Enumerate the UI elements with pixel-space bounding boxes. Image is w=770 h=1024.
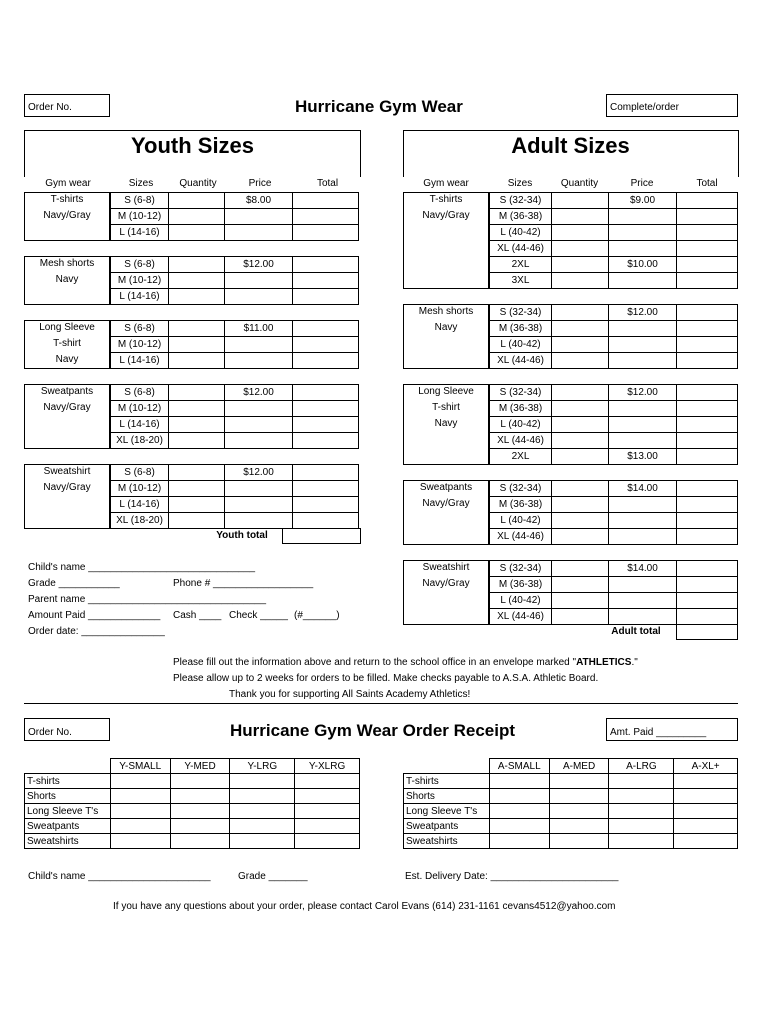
youth-size-cell: XL (18-20) (110, 512, 169, 529)
receipt-item: Long Sleeve T's (404, 804, 490, 819)
adult-total-cell[interactable] (676, 448, 738, 465)
youth-price-cell (224, 400, 293, 417)
adult-total-cell[interactable] (676, 320, 738, 337)
receipt-item: Shorts (404, 789, 490, 804)
complete-order-label: Complete/order (610, 102, 679, 113)
youth-item-name: Mesh shorts (39, 258, 95, 269)
phone-field[interactable]: Phone # __________________ (173, 578, 314, 589)
youth-price-cell (224, 416, 293, 433)
youth-item-name: Sweatpants (40, 386, 94, 397)
adult-price-cell (608, 320, 677, 337)
adult-size-cell: 2XL (489, 448, 552, 465)
adult-price-cell: $9.00 (608, 192, 677, 209)
youth-item-name: Navy (55, 354, 79, 365)
adult-total-cell[interactable] (676, 304, 738, 321)
adult-quantity-cell[interactable] (551, 608, 609, 625)
table-row (25, 774, 360, 789)
receipt-item: Long Sleeve T's (25, 804, 111, 819)
adult-size-cell: L (40-42) (489, 592, 552, 609)
youth-quantity-cell[interactable] (168, 496, 225, 513)
adult-total-cell[interactable] (676, 576, 738, 593)
adult-item-name: T-shirts (429, 194, 463, 205)
adult-size-cell: 3XL (489, 272, 552, 289)
youth-size-cell: M (10-12) (110, 336, 169, 353)
adult-quantity-cell[interactable] (551, 592, 609, 609)
youth-size-cell: S (6-8) (110, 256, 169, 273)
receipt-item: Sweatshirts (25, 834, 111, 849)
adult-item-name: Long Sleeve (418, 386, 474, 397)
adult-total-cell[interactable] (676, 512, 738, 529)
adult-quantity-cell[interactable] (551, 320, 609, 337)
youth-item-name: T-shirts (50, 194, 84, 205)
adult-quantity-cell[interactable] (551, 352, 609, 369)
youth-item-name: Navy/Gray (43, 210, 91, 221)
child-name-field[interactable]: Child's name ______________________________ (28, 562, 256, 573)
youth-quantity-cell[interactable] (168, 208, 225, 225)
youth-size-cell: L (14-16) (110, 288, 169, 305)
adult-total-cell[interactable] (676, 592, 738, 609)
youth-col-price: Price (248, 178, 272, 189)
adult-total-cell[interactable] (676, 480, 738, 497)
receipt-youth-col: Y-SMALL (110, 759, 170, 774)
youth-item-name: Sweatshirt (43, 466, 91, 477)
receipt-item: Shorts (25, 789, 111, 804)
youth-quantity-cell[interactable] (168, 480, 225, 497)
adult-price-cell: $10.00 (608, 256, 677, 273)
youth-price-cell (224, 272, 293, 289)
adult-price-cell (608, 272, 677, 289)
adult-total-cell[interactable] (676, 272, 738, 289)
check-field[interactable]: Check _____ (229, 610, 288, 621)
youth-price-cell (224, 512, 293, 529)
youth-size-cell: S (6-8) (110, 320, 169, 337)
youth-quantity-cell[interactable] (168, 400, 225, 417)
adult-quantity-cell[interactable] (551, 480, 609, 497)
adult-size-cell: M (36-38) (489, 208, 552, 225)
adult-quantity-cell[interactable] (551, 528, 609, 545)
adult-size-cell: 2XL (489, 256, 552, 273)
adult-price-cell (608, 352, 677, 369)
adult-total-cell[interactable] (676, 208, 738, 225)
youth-price-cell: $12.00 (224, 464, 293, 481)
youth-size-cell: M (10-12) (110, 272, 169, 289)
adult-quantity-cell[interactable] (551, 240, 609, 257)
adult-price-cell (608, 240, 677, 257)
adult-size-cell: XL (44-46) (489, 352, 552, 369)
youth-price-cell (224, 208, 293, 225)
footer-contact: If you have any questions about your order, please contact Carol Evans (614) 231-1161 cevans4512@yahoo.com (113, 901, 616, 912)
order-no-label: Order No. (28, 102, 72, 113)
youth-price-cell (224, 352, 293, 369)
adult-quantity-cell[interactable] (551, 432, 609, 449)
youth-total-cell[interactable] (292, 208, 359, 225)
table-row (25, 789, 360, 804)
adult-quantity-cell[interactable] (551, 416, 609, 433)
adult-size-cell: XL (44-46) (489, 528, 552, 545)
amt-paid-label: Amt. Paid _________ (610, 727, 707, 738)
youth-item-name: Navy/Gray (43, 482, 91, 493)
note-thanks: Thank you for supporting All Saints Academy Athletics! (229, 689, 471, 700)
adult-total-cell[interactable] (676, 560, 738, 577)
receipt-item: Sweatpants (25, 819, 111, 834)
adult-size-cell: XL (44-46) (489, 608, 552, 625)
youth-total-cell[interactable] (292, 512, 359, 529)
youth-total-cell[interactable] (292, 320, 359, 337)
youth-total-cell[interactable] (292, 384, 359, 401)
youth-quantity-cell[interactable] (168, 272, 225, 289)
youth-price-cell: $12.00 (224, 384, 293, 401)
adult-item-name: Sweatshirt (422, 562, 470, 573)
youth-price-cell (224, 480, 293, 497)
adult-total-cell[interactable] (676, 400, 738, 417)
receipt-adult-col: A-LRG (609, 759, 674, 774)
grade-field[interactable]: Grade ___________ (28, 578, 120, 589)
youth-price-cell: $12.00 (224, 256, 293, 273)
adult-col-gymwear: Gym wear (423, 178, 469, 189)
receipt-item: T-shirts (25, 774, 111, 789)
adult-size-cell: M (36-38) (489, 400, 552, 417)
adult-col-total: Total (696, 178, 718, 189)
adult-total-cell[interactable] (676, 224, 738, 241)
adult-price-cell: $12.00 (608, 304, 677, 321)
receipt-item: Sweatpants (404, 819, 490, 834)
youth-quantity-cell[interactable] (168, 432, 225, 449)
adult-size-cell: L (40-42) (489, 512, 552, 529)
youth-quantity-cell[interactable] (168, 352, 225, 369)
youth-total-label: Youth total (216, 530, 268, 541)
receipt-youth-table (24, 758, 360, 849)
adult-item-name: Navy/Gray (422, 498, 470, 509)
adult-item-name: T-shirt (432, 402, 460, 413)
youth-quantity-cell[interactable] (168, 336, 225, 353)
youth-total-cell[interactable] (292, 496, 359, 513)
adult-price-cell (608, 576, 677, 593)
adult-quantity-cell[interactable] (551, 272, 609, 289)
youth-quantity-cell[interactable] (168, 384, 225, 401)
youth-total-cell[interactable] (292, 272, 359, 289)
adult-price-cell (608, 496, 677, 513)
youth-price-cell: $8.00 (224, 192, 293, 209)
youth-size-cell: S (6-8) (110, 464, 169, 481)
adult-col-price: Price (630, 178, 654, 189)
adult-total-cell[interactable] (676, 416, 738, 433)
adult-quantity-cell[interactable] (551, 224, 609, 241)
youth-size-cell: M (10-12) (110, 400, 169, 417)
youth-total-cell[interactable] (292, 288, 359, 305)
adult-price-cell: $14.00 (608, 560, 677, 577)
receipt-child-name-field[interactable]: Child's name ______________________ (28, 871, 211, 882)
adult-item-name: Navy (434, 418, 458, 429)
table-row (404, 834, 738, 849)
adult-total-cell[interactable] (676, 192, 738, 209)
youth-quantity-cell[interactable] (168, 224, 225, 241)
youth-col-quantity: Quantity (179, 178, 217, 189)
adult-quantity-cell[interactable] (551, 384, 609, 401)
parent-name-field[interactable]: Parent name ________________________________ (28, 594, 267, 605)
adult-col-quantity: Quantity (560, 178, 599, 189)
adult-quantity-cell[interactable] (551, 512, 609, 529)
adult-item-name: Sweatpants (419, 482, 473, 493)
youth-total-cell[interactable] (292, 416, 359, 433)
table-row (25, 804, 360, 819)
receipt-youth-col: Y-LRG (230, 759, 295, 774)
table-row (404, 789, 738, 804)
delivery-date-field[interactable]: Est. Delivery Date: _______________________ (405, 871, 619, 882)
adult-quantity-cell[interactable] (551, 400, 609, 417)
youth-price-cell (224, 336, 293, 353)
youth-quantity-cell[interactable] (168, 464, 225, 481)
youth-total-cell[interactable] (292, 256, 359, 273)
adult-total-cell[interactable] (676, 608, 738, 625)
adult-total-cell[interactable] (676, 496, 738, 513)
adult-size-cell: XL (44-46) (489, 240, 552, 257)
youth-item-name: Navy/Gray (43, 402, 91, 413)
adult-total-cell[interactable] (676, 528, 738, 545)
adult-size-cell: XL (44-46) (489, 432, 552, 449)
adult-item-name: Navy/Gray (422, 210, 470, 221)
adult-item-name: Navy (434, 322, 458, 333)
adult-size-cell: L (40-42) (489, 336, 552, 353)
youth-quantity-cell[interactable] (168, 288, 225, 305)
adult-total-cell[interactable] (676, 432, 738, 449)
youth-price-cell (224, 496, 293, 513)
youth-item-name: Long Sleeve (39, 322, 95, 333)
receipt-adult-col: A-SMALL (489, 759, 549, 774)
receipt-youth-col: Y-XLRG (295, 759, 360, 774)
adult-size-cell: L (40-42) (489, 416, 552, 433)
receipt-youth-col: Y-MED (170, 759, 230, 774)
youth-quantity-cell[interactable] (168, 256, 225, 273)
youth-item-name: T-shirt (53, 338, 81, 349)
adult-quantity-cell[interactable] (551, 496, 609, 513)
adult-quantity-cell[interactable] (551, 448, 609, 465)
adult-quantity-cell[interactable] (551, 576, 609, 593)
amt-paid-box[interactable] (606, 718, 738, 741)
youth-size-cell: L (14-16) (110, 352, 169, 369)
receipt-order-no-label: Order No. (28, 727, 72, 738)
youth-total-cell[interactable] (282, 528, 361, 544)
adult-total-cell[interactable] (676, 336, 738, 353)
adult-size-cell: L (40-42) (489, 224, 552, 241)
youth-price-cell (224, 288, 293, 305)
youth-heading: Youth Sizes (130, 133, 255, 158)
adult-price-cell (608, 528, 677, 545)
youth-quantity-cell[interactable] (168, 416, 225, 433)
order-date-field[interactable]: Order date: _______________ (28, 626, 165, 637)
youth-item-name: Navy (55, 274, 79, 285)
adult-col-sizes: Sizes (507, 178, 533, 189)
check-number-field[interactable]: (#______) (294, 610, 340, 621)
adult-price-cell (608, 224, 677, 241)
adult-price-cell (608, 512, 677, 529)
adult-total-cell[interactable] (676, 624, 738, 640)
cash-field[interactable]: Cash ____ (173, 610, 222, 621)
receipt-order-no-box[interactable] (24, 718, 110, 741)
youth-col-sizes: Sizes (128, 178, 154, 189)
adult-size-cell: S (32-34) (489, 304, 552, 321)
adult-size-cell: M (36-38) (489, 496, 552, 513)
note-allow: Please allow up to 2 weeks for orders to be filled. Make checks payable to A.S.A. Athletic Board. (173, 673, 599, 684)
page-title: Hurricane Gym Wear (295, 97, 463, 116)
adult-quantity-cell[interactable] (551, 304, 609, 321)
receipt-item: Sweatshirts (404, 834, 490, 849)
receipt-grade-field[interactable]: Grade _______ (238, 871, 308, 882)
adult-price-cell (608, 592, 677, 609)
receipt-item: T-shirts (404, 774, 490, 789)
youth-total-cell[interactable] (292, 480, 359, 497)
amount-paid-field[interactable]: Amount Paid _____________ (28, 610, 161, 621)
adult-price-cell (608, 432, 677, 449)
youth-size-cell: L (14-16) (110, 416, 169, 433)
adult-price-cell (608, 416, 677, 433)
youth-size-cell: XL (18-20) (110, 432, 169, 449)
youth-total-cell[interactable] (292, 352, 359, 369)
receipt-adult-table (403, 758, 738, 849)
youth-quantity-cell[interactable] (168, 320, 225, 337)
adult-size-cell: M (36-38) (489, 576, 552, 593)
youth-size-cell: S (6-8) (110, 192, 169, 209)
cut-line (24, 703, 738, 704)
table-row (404, 804, 738, 819)
receipt-adult-col: A-XL+ (674, 759, 738, 774)
receipt-adult-col: A-MED (549, 759, 609, 774)
adult-price-cell (608, 400, 677, 417)
complete-order-box[interactable] (606, 94, 738, 117)
receipt-title: Hurricane Gym Wear Order Receipt (230, 721, 516, 740)
youth-total-cell[interactable] (292, 432, 359, 449)
adult-item-name: Navy/Gray (422, 578, 470, 589)
youth-total-cell[interactable] (292, 336, 359, 353)
note-athletics: Please fill out the information above and return to the school office in an envelope marked "ATHLETICS." (173, 657, 638, 668)
adult-quantity-cell[interactable] (551, 336, 609, 353)
table-row (404, 774, 738, 789)
youth-quantity-cell[interactable] (168, 192, 225, 209)
adult-quantity-cell[interactable] (551, 208, 609, 225)
order-no-box[interactable] (24, 94, 110, 117)
youth-total-cell[interactable] (292, 192, 359, 209)
adult-price-cell (608, 336, 677, 353)
adult-price-cell: $12.00 (608, 384, 677, 401)
adult-price-cell: $13.00 (608, 448, 677, 465)
youth-size-cell: L (14-16) (110, 224, 169, 241)
youth-total-cell[interactable] (292, 400, 359, 417)
youth-total-cell[interactable] (292, 464, 359, 481)
youth-price-cell (224, 224, 293, 241)
adult-total-cell[interactable] (676, 352, 738, 369)
adult-total-label: Adult total (611, 626, 661, 637)
youth-col-gymwear: Gym wear (45, 178, 91, 189)
adult-total-cell[interactable] (676, 256, 738, 273)
adult-size-cell: S (32-34) (489, 560, 552, 577)
adult-price-cell (608, 208, 677, 225)
table-row (404, 819, 738, 834)
youth-size-cell: L (14-16) (110, 496, 169, 513)
adult-heading: Adult Sizes (511, 133, 630, 158)
youth-price-cell (224, 432, 293, 449)
adult-total-cell[interactable] (676, 240, 738, 257)
adult-size-cell: M (36-38) (489, 320, 552, 337)
adult-price-cell: $14.00 (608, 480, 677, 497)
adult-size-cell: S (32-34) (489, 192, 552, 209)
adult-price-cell (608, 608, 677, 625)
youth-col-total: Total (316, 178, 339, 189)
youth-size-cell: S (6-8) (110, 384, 169, 401)
youth-size-cell: M (10-12) (110, 208, 169, 225)
youth-total-cell[interactable] (292, 224, 359, 241)
adult-quantity-cell[interactable] (551, 560, 609, 577)
adult-total-cell[interactable] (676, 384, 738, 401)
adult-size-cell: S (32-34) (489, 480, 552, 497)
youth-quantity-cell[interactable] (168, 512, 225, 529)
table-row (25, 834, 360, 849)
adult-quantity-cell[interactable] (551, 256, 609, 273)
table-row (25, 819, 360, 834)
adult-quantity-cell[interactable] (551, 192, 609, 209)
youth-size-cell: M (10-12) (110, 480, 169, 497)
adult-size-cell: S (32-34) (489, 384, 552, 401)
adult-item-name: Mesh shorts (418, 306, 474, 317)
youth-price-cell: $11.00 (224, 320, 293, 337)
